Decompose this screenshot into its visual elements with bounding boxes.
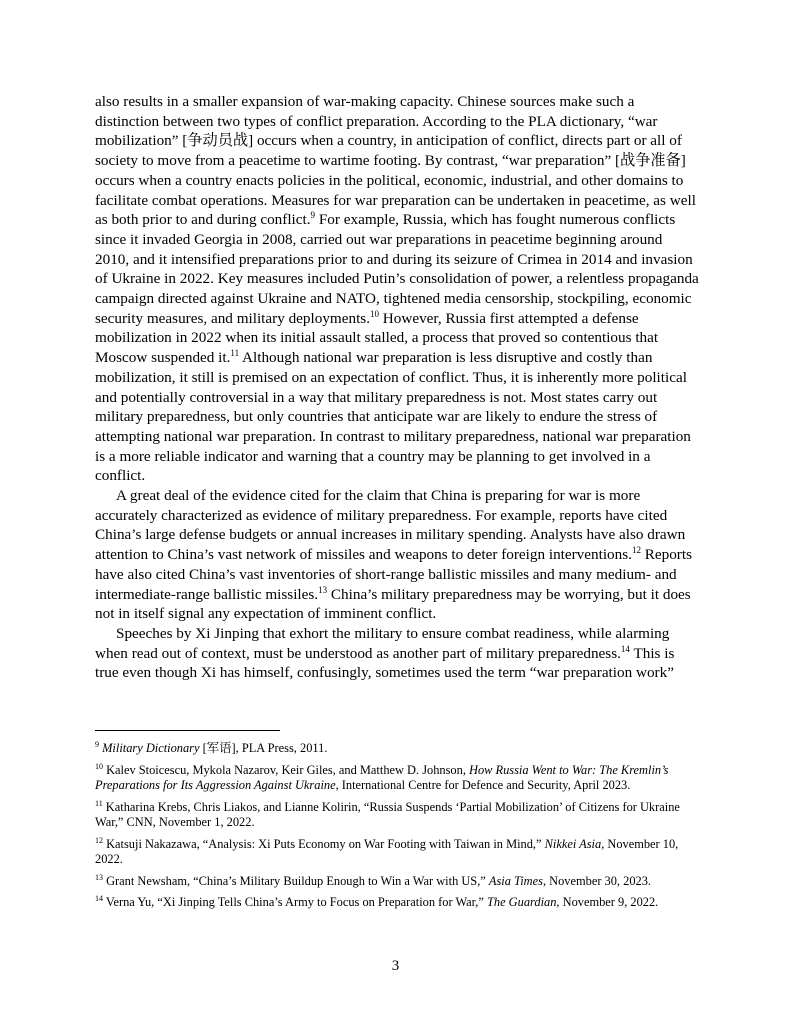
footnote-11: $^{11}$ Katharina Krebs, Chris Liakos, and Lianne Kolirin, “Russia Suspends ‘Partial Mobilization’ of Citizens for Ukraine War,” CNN, November 1, 2022. bbox=[95, 798, 680, 829]
footnote-12: $^{12}$ Katsuji Nakazawa, “Analysis: Xi Puts Economy on War Footing with Taiwan in Mind,” Nikkei Asia, November 10, 2022. bbox=[95, 835, 679, 866]
footnote-ref-14[interactable]: 14 bbox=[620, 643, 630, 654]
footnote-10: $^{10}$ Kalev Stoicescu, Mykola Nazarov, Keir Giles, and Matthew D. Johnson, How Russia Went to War: The Kremlin’s Preparations for Its Aggression Against Ukraine, International Centre for Defence and Security, April 2023. bbox=[95, 761, 669, 792]
footnote-14: $^{14}$ Verna Yu, “Xi Jinping Tells China’s Army to Focus on Preparation for War,” The Guardian, November 9, 2022. bbox=[95, 894, 659, 909]
body-text bbox=[95, 92, 699, 683]
footnote-divider bbox=[95, 730, 280, 731]
footnote-13: $^{13}$ Grant Newsham, “China’s Military Buildup Enough to Win a War with US,” Asia Times, November 30, 2023. bbox=[95, 872, 652, 888]
footnote-ref-10[interactable]: 10 bbox=[370, 308, 379, 319]
paragraph-2: A great deal of the evidence cited for the claim that China is preparing for war is more accurately characterized as evidence of military preparedness. For example, reports have cited China’s large defense budgets or annual increases in military spending. Analysts have also drawn attention to China’s vast network of missiles and weapons to deter foreign interventions.$^{12}$ Reports have also cited China’s vast inventories of short-range ballistic missiles and many medium- and intermediate-range ballistic missiles.$^{13}$ China’s military preparedness may be worrying, but it does not in itself signal any expectation of imminent conflict. bbox=[95, 487, 692, 623]
footnote-ref-11[interactable]: 11 bbox=[230, 348, 240, 359]
footnote-ref-13[interactable]: 13 bbox=[318, 584, 328, 595]
footnote-9: $^9$ Military Dictionary [军语], PLA Press, 2011. bbox=[95, 740, 328, 755]
footnotes bbox=[95, 741, 699, 917]
paragraph-3: Speeches by Xi Jinping that exhort the military to ensure combat readiness, while alarming when read out of context, must be understood as another part of military preparedness.$^{14}$ This is true even though Xi has himself, confusingly, sometimes used the term “war preparation work” bbox=[95, 624, 675, 682]
footnote-ref-9[interactable]: 9 bbox=[310, 210, 316, 221]
footnote-ref-12[interactable]: 12 bbox=[631, 545, 641, 556]
page-number: 3 bbox=[391, 958, 400, 974]
paragraph-1: also results in a smaller expansion of war-making capacity. Chinese sources make such a distinction between two types of conflict preparation. According to the PLA dictionary, “war mobilization” [争动员战] occurs when a country, in anticipation of conflict, directs part or all of society to move from a peacetime to wartime footing. By contrast, “war preparation” [战争准备] occurs when a country enacts policies in the political, economic, industrial, and other domains to facilitate combat operations. Measures for war preparation can be undertaken in peacetime, as well as both prior to and during conflict.$^9$ For example, Russia, which has fought numerous conflicts since it invaded Georgia in 2008, carried out war preparations in peacetime beginning around 2010, and it intensified preparations prior to and during its seizure of Crimea in 2014 and invasion of Ukraine in 2022. Key measures included Putin’s consolidation of power, a relentless propaganda campaign directed against Ukraine and NATO, tightened media censorship, stockpiling, economic security measures, and military deployments.$^{10}$ However, Russia first attempted a defense mobilization in 2022 when its initial assault stalled, a process that proved so contentious that Moscow suspended it.$^{11}$ Although national war preparation is less disruptive and costly than mobilization, it still is premised on an expectation of conflict. Thus, it is inherently more political and potentially controversial in a way that military preparedness is not. Most states carry out military preparedness, but only countries that anticipate war are likely to endure the stress of attempting national war preparation. In contrast to military preparedness, national war preparation is a more reliable indicator and warning that a country may be planning to get involved in a conflict. bbox=[95, 93, 699, 485]
